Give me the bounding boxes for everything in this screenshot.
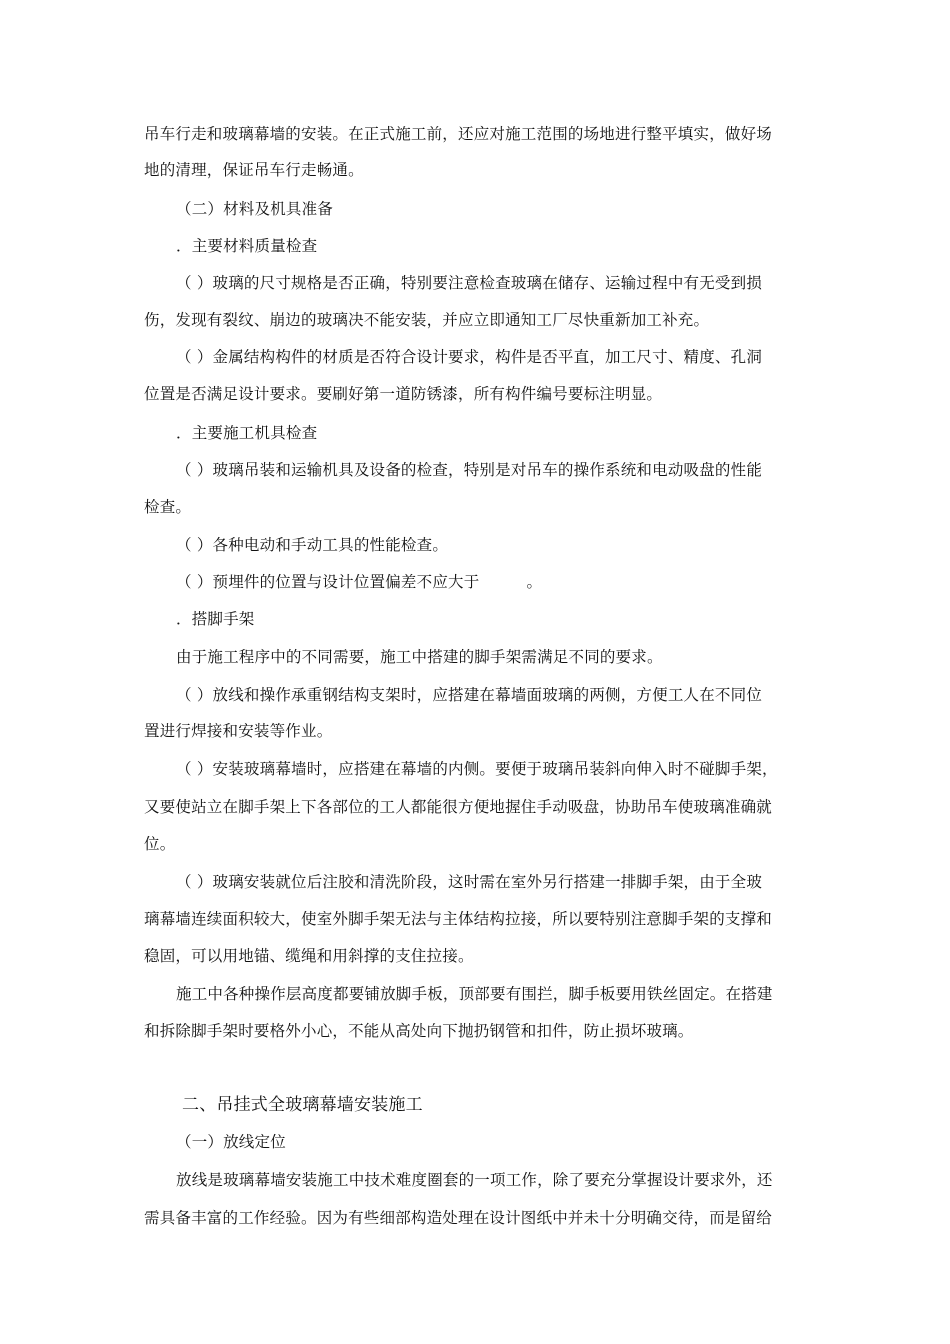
text-line: 吊车行走和玻璃幕墙的安装。在正式施工前，还应对施工范围的场地进行整平填实，做好场: [144, 125, 773, 143]
item-heading: ．搭脚手架: [176, 610, 255, 628]
text-line: 施工中各种操作层高度都要铺放脚手板，顶部要有围拦，脚手板要用铁丝固定。在搭建: [176, 985, 773, 1003]
text-line: 置进行焊接和安装等作业。: [144, 722, 333, 740]
text-line: （ ）各种电动和手动工具的性能检查。: [176, 536, 449, 554]
text-line: 璃幕墙连续面积较大，使室外脚手架无法与主体结构拉接，所以要特别注意脚手架的支撑和: [144, 910, 773, 928]
text-line: 检查。: [144, 498, 192, 516]
subsection-heading: （二）材料及机具准备: [176, 200, 334, 218]
section-heading: 二、吊挂式全玻璃幕墙安装施工: [182, 1095, 423, 1115]
text-line: 地的清理，保证吊车行走畅通。: [144, 161, 364, 179]
item-heading: ．主要施工机具检查: [176, 424, 318, 442]
text-line: （ ）玻璃吊装和运输机具及设备的检查，特别是对吊车的操作系统和电动吸盘的性能: [176, 461, 763, 479]
text-line: 稳固，可以用地锚、缆绳和用斜撑的支住拉接。: [144, 947, 474, 965]
text-line: （ ）安装玻璃幕墙时，应搭建在幕墙的内侧。要便于玻璃吊装斜向伸入时不碰脚手架，: [176, 760, 778, 778]
item-heading: ．主要材料质量检查: [176, 237, 318, 255]
text-line: 位置是否满足设计要求。要刷好第一道防锈漆，所有构件编号要标注明显。: [144, 385, 663, 403]
text-line: 由于施工程序中的不同需要，施工中搭建的脚手架需满足不同的要求。: [176, 648, 663, 666]
subsection-heading: （一）放线定位: [176, 1133, 286, 1151]
text-line: 位。: [144, 835, 176, 853]
text-line: （ ）金属结构构件的材质是否符合设计要求，构件是否平直，加工尺寸、精度、孔洞: [176, 348, 763, 366]
text-line: 放线是玻璃幕墙安装施工中技术难度圈套的一项工作，除了要充分掌握设计要求外，还: [176, 1171, 773, 1189]
text-line: 需具备丰富的工作经验。因为有些细部构造处理在设计图纸中并未十分明确交待，而是留给: [144, 1209, 773, 1227]
text-line: 又要使站立在脚手架上下各部位的工人都能很方便地握住手动吸盘，协助吊车使玻璃准确就: [144, 798, 773, 816]
text-line: （ ）玻璃安装就位后注胶和清洗阶段，这时需在室外另行搭建一排脚手架，由于全玻: [176, 873, 763, 891]
text-line: 和拆除脚手架时要格外小心，不能从高处向下抛扔钢管和扣件，防止损坏玻璃。: [144, 1022, 694, 1040]
text-line: （ ）预埋件的位置与设计位置偏差不应大于 。: [176, 573, 543, 591]
text-line: （ ）玻璃的尺寸规格是否正确，特别要注意检查玻璃在储存、运输过程中有无受到损: [176, 274, 763, 292]
text-line: 伤，发现有裂纹、崩边的玻璃决不能安装，并应立即通知工厂尽快重新加工补充。: [144, 311, 710, 329]
text-line: （ ）放线和操作承重钢结构支架时，应搭建在幕墙面玻璃的两侧，方便工人在不同位: [176, 686, 763, 704]
